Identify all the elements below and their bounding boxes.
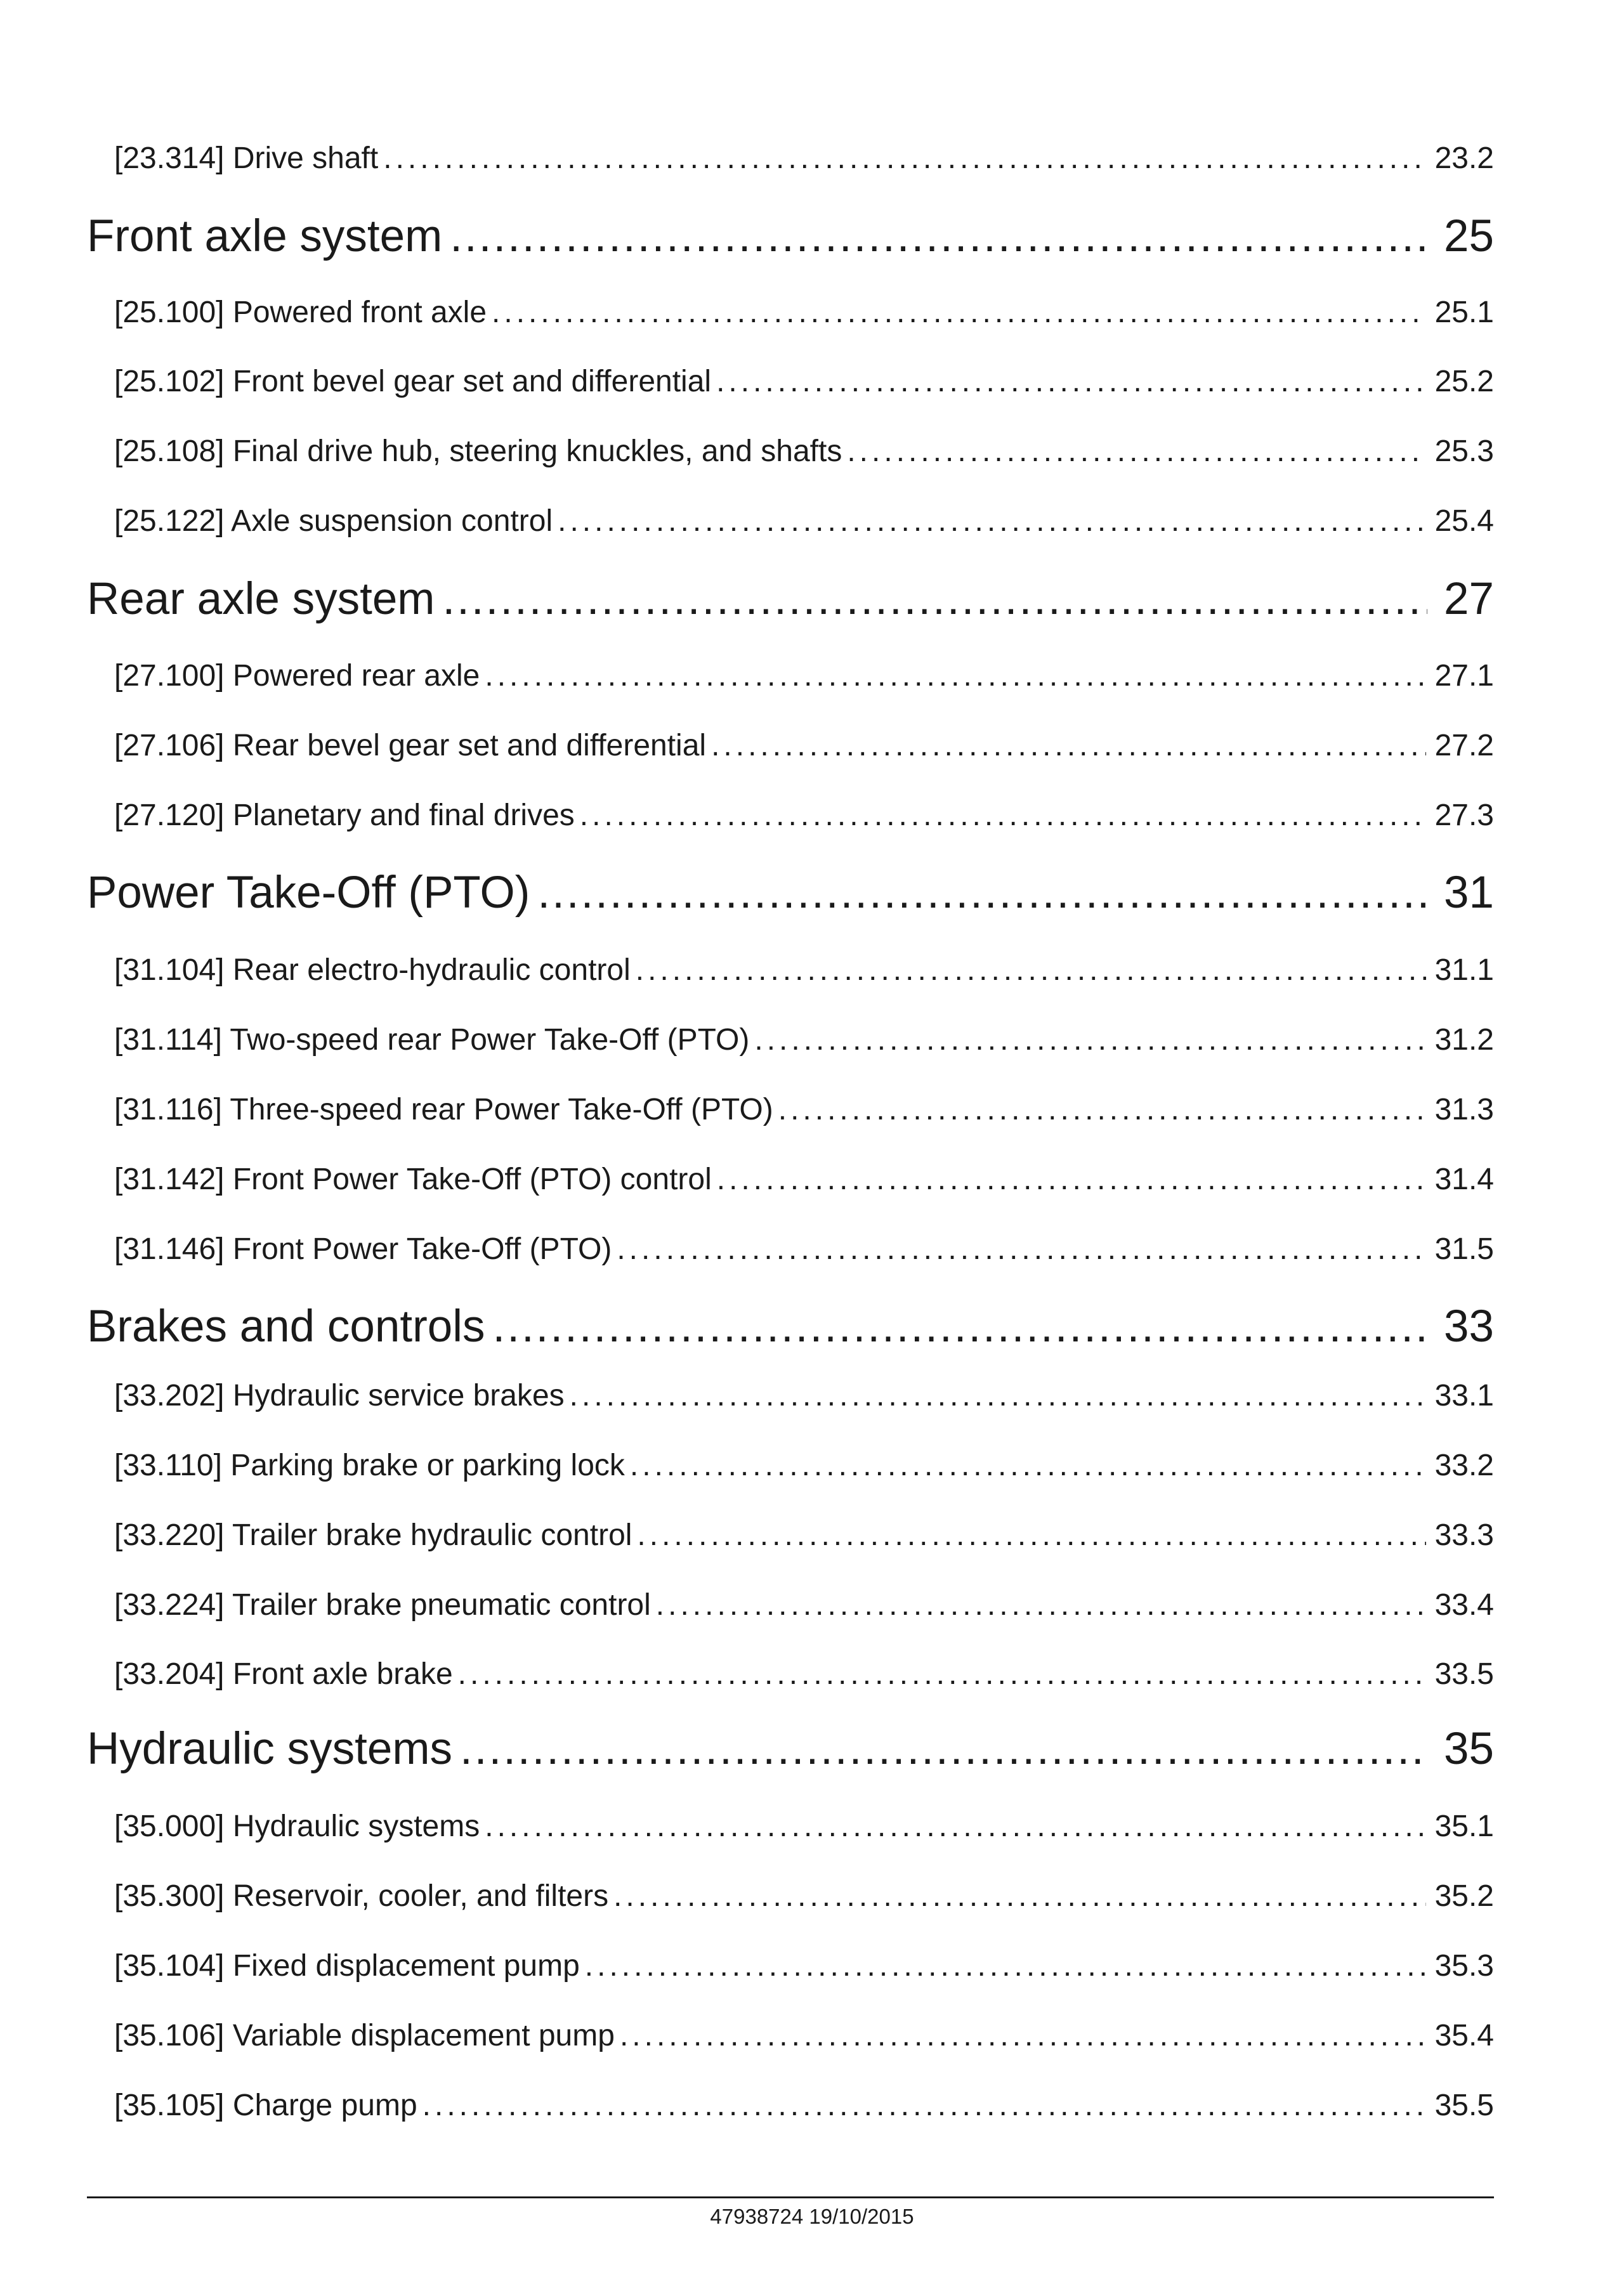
dot-leader [485,1809,1425,1844]
toc-entry[interactable] [114,2018,1494,2053]
dot-leader [754,1022,1425,1057]
dot-leader [383,141,1425,176]
toc-entry-page: 25.3 [1434,434,1494,468]
dot-leader [711,728,1426,763]
toc-entry-page: 31.3 [1434,1093,1494,1126]
toc-entry-label: [35.000] Hydraulic systems [114,1810,480,1843]
toc-section-heading[interactable] [87,573,1494,625]
dot-leader [485,658,1425,693]
toc-entry[interactable] [114,1092,1494,1127]
toc-entry-label: [35.300] Reservoir, cooler, and filters [114,1879,609,1913]
toc-entry-page: 31.1 [1434,953,1494,987]
toc-section-label: Front axle system [87,211,443,261]
toc-entry[interactable] [114,658,1494,693]
toc-entry-label: [25.102] Front bevel gear set and differential [114,365,712,398]
toc-entry-label: [33.202] Hydraulic service brakes [114,1379,565,1412]
dot-leader [620,2018,1426,2053]
dot-leader [450,211,1427,262]
dot-leader [617,1232,1425,1267]
toc-entry-label: [33.204] Front axle brake [114,1657,453,1691]
toc-entry[interactable] [114,798,1494,833]
toc-entry[interactable] [114,1657,1494,1692]
dot-leader [585,1948,1426,1983]
toc-entry[interactable] [114,1879,1494,1914]
toc-entry-label: [25.100] Powered front axle [114,296,487,329]
toc-section-label: Hydraulic systems [87,1724,453,1774]
dot-leader [656,1588,1426,1622]
dot-leader [847,434,1425,469]
toc-entry[interactable] [114,1162,1494,1197]
toc-entry-page: 35.1 [1434,1810,1494,1843]
dot-leader [613,1879,1425,1914]
toc-entry-page: 23.2 [1434,141,1494,175]
toc-entry[interactable] [114,504,1494,538]
toc-entry[interactable] [114,1022,1494,1057]
toc-entry-label: [35.105] Charge pump [114,2089,417,2122]
toc-entry-page: 33.5 [1434,1657,1494,1691]
toc-entry-page: 35.3 [1434,1949,1494,1983]
toc-section-label: Rear axle system [87,574,435,624]
toc-entry[interactable] [114,2088,1494,2123]
toc-entry-label: [31.116] Three-speed rear Power Take-Off (PTO) [114,1093,773,1126]
toc-entry[interactable] [114,141,1494,176]
toc-entry[interactable] [114,1948,1494,1983]
toc-entry-page: 27.3 [1434,799,1494,832]
toc-entry-page: 25.1 [1434,296,1494,329]
toc-entry-label: [33.224] Trailer brake pneumatic control [114,1588,651,1622]
toc-entry-page: 31.2 [1434,1023,1494,1057]
toc-entry[interactable] [114,953,1494,988]
toc-entry-label: [27.100] Powered rear axle [114,659,480,693]
dot-leader [458,1657,1426,1692]
dot-leader [442,573,1427,625]
toc-section-page: 33 [1444,1301,1494,1352]
toc-entry-page: 27.1 [1434,659,1494,693]
toc-section-heading[interactable] [87,1723,1494,1775]
toc-entry-page: 35.4 [1434,2019,1494,2052]
dot-leader [637,1518,1425,1553]
toc-entry[interactable] [114,1448,1494,1483]
toc-entry-label: [27.106] Rear bevel gear set and differential [114,729,707,762]
dot-leader [636,953,1426,988]
toc-entry-label: [27.120] Planetary and final drives [114,799,575,832]
toc-entry[interactable] [114,1518,1494,1553]
toc-section-heading[interactable] [87,867,1494,918]
toc-section-label: Brakes and controls [87,1301,485,1352]
footer-divider [87,2196,1494,2198]
toc-entry[interactable] [114,1809,1494,1844]
toc-entry-label: [31.104] Rear electro-hydraulic control [114,953,631,987]
dot-leader [493,1301,1428,1352]
toc-entry[interactable] [114,364,1494,399]
toc-section-heading[interactable] [87,1301,1494,1352]
dot-leader [537,867,1427,918]
toc-section-page: 25 [1444,211,1494,261]
dot-leader [570,1378,1426,1413]
toc-entry-page: 25.2 [1434,365,1494,398]
toc-section-label: Power Take-Off (PTO) [87,868,530,918]
dot-leader [716,364,1426,399]
toc-section-page: 31 [1444,868,1494,918]
toc-entry-page: 25.4 [1434,504,1494,538]
toc-entry[interactable] [114,1232,1494,1267]
toc-entry-label: [31.142] Front Power Take-Off (PTO) control [114,1163,712,1196]
dot-leader [422,2088,1426,2123]
toc-entry[interactable] [114,295,1494,330]
toc-entry-page: 35.2 [1434,1879,1494,1913]
toc-entry-label: [35.104] Fixed displacement pump [114,1949,580,1983]
toc-entry-page: 33.3 [1434,1518,1494,1552]
toc-entry-label: [35.106] Variable displacement pump [114,2019,615,2052]
toc-section-page: 27 [1444,574,1494,624]
toc-entry-label: [23.314] Drive shaft [114,141,379,175]
dot-leader [630,1448,1426,1483]
dot-leader [778,1092,1426,1127]
toc-entry-page: 35.5 [1434,2089,1494,2122]
toc-entry-page: 27.2 [1434,729,1494,762]
dot-leader [717,1162,1426,1197]
dot-leader [580,798,1426,833]
dot-leader [460,1723,1427,1775]
toc-entry-label: [25.122] Axle suspension control [114,504,553,538]
toc-section-heading[interactable] [87,211,1494,262]
toc-entry-label: [31.114] Two-speed rear Power Take-Off (PTO) [114,1023,750,1057]
toc-entry-page: 33.1 [1434,1379,1494,1412]
toc-entry-label: [33.220] Trailer brake hydraulic control [114,1518,632,1552]
toc-entry-label: [31.146] Front Power Take-Off (PTO) [114,1232,612,1266]
dot-leader [558,504,1425,538]
footer-doc-id: 47938724 19/10/2015 [710,2205,914,2228]
toc-entry-page: 33.2 [1434,1449,1494,1482]
toc-entry-page: 31.4 [1434,1163,1494,1196]
toc-section-page: 35 [1444,1724,1494,1774]
toc-entry[interactable] [114,1588,1494,1622]
toc-entry-page: 31.5 [1434,1232,1494,1266]
toc-entry[interactable] [114,434,1494,469]
toc-entry-page: 33.4 [1434,1588,1494,1622]
toc-entry[interactable] [114,728,1494,763]
toc-entry-label: [33.110] Parking brake or parking lock [114,1449,625,1482]
dot-leader [492,295,1426,330]
toc-entry-label: [25.108] Final drive hub, steering knuckles, and shafts [114,434,842,468]
toc-entry[interactable] [114,1378,1494,1413]
